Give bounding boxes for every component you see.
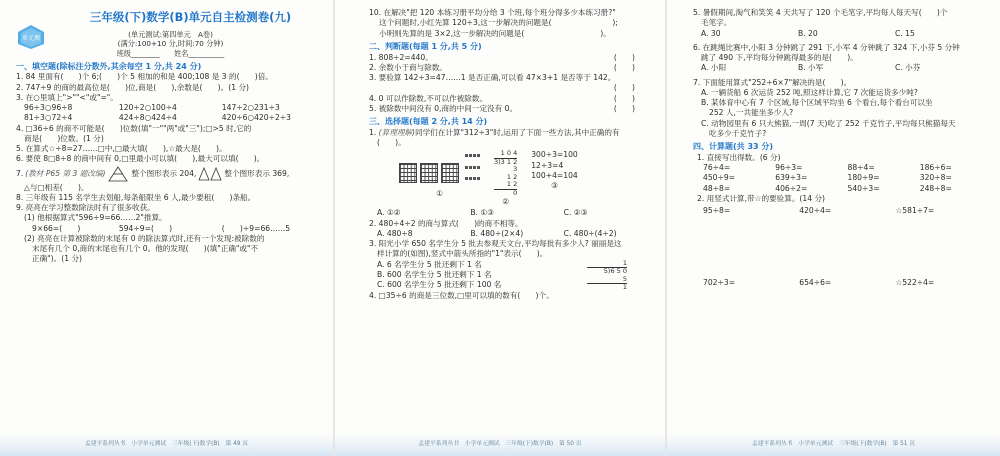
logo-text: 单元测 [21, 35, 41, 42]
question-9: 9. 亮亮在学习整数除法时有了很多收获。 [16, 203, 155, 213]
question-10: 10. 在解决"把 120 本练习册平均分给 3 个班,每个班分得多少本练习册?" [369, 8, 616, 17]
hundred-block-icon [399, 163, 417, 183]
q3-item: 96÷3○96÷8 [24, 103, 73, 113]
page-51 [667, 0, 1000, 456]
hundred-block-icon [420, 163, 438, 183]
triangle-pair-figure-icon [198, 166, 222, 182]
page-footer: 孟建平系列丛书 小学单元测试 三年级(下)数学(B) 第 51 页 [667, 434, 1000, 456]
choice-6-options: A. 小阳 B. 小军 C. 小芬 [701, 63, 921, 73]
page-title: 三年级(下)数学(B)单元自主检测卷(九) [89, 10, 292, 24]
q9-row [16, 224, 325, 234]
q9-item: ( )÷9=66……5 [221, 223, 291, 233]
score-line: (满分:100+10 分,时间:70 分钟) [117, 39, 224, 49]
choice-7-b: B. 某体育中心有 7 个区域,每个区域平均坐 6 个看台,每个看台可以坐 [701, 98, 933, 107]
judge-1: 1. 808÷2=440。 ( ) [369, 52, 635, 62]
question-9-2: (2) 亮亮在计算被除数的末尾有 0 的除法算式时,还有一个发现:被除数的 [24, 233, 265, 243]
calc-2-row-1: 95÷8= 420÷4= ☆581÷7= [703, 206, 935, 216]
question-9-2-end: 正确")。(1 分) [32, 254, 83, 264]
q3-item: 120÷2○100÷4 [118, 103, 177, 113]
method-1-blocks: ① [399, 150, 480, 199]
choice-5-cont: 毛笔字。 [701, 18, 732, 28]
calc-2-row-2: 702÷3= 654÷6= ☆522÷4= [703, 278, 935, 288]
q3-item: 81÷3○72÷4 [24, 113, 73, 123]
calc-2: 2. 用竖式计算,带☆的要验算。(14 分) [697, 193, 826, 203]
question-5: 5. 在算式☆÷8=27……□中,□最大填( ),☆最大是( )。 [16, 144, 227, 154]
triangle-square-figure-icon [107, 166, 129, 182]
units-icon [464, 150, 480, 183]
question-2: 2. 747÷9 的商的最高位是( )位,商是( ),余数是( )。(1 分) [16, 82, 250, 92]
choice-6-cont: 跳了 490 下,平均每分钟跳得最多的是( )。 [701, 53, 858, 62]
question-10-cont: 这个问题时,小红先算 120÷3,这一步解决的问题是( ); [379, 18, 618, 28]
q3-item: 147÷2○231÷3 [221, 103, 280, 113]
page-50 [335, 0, 665, 456]
choice-7-c: C. 动物园里有 6 只大熊猫,一周(7 天)吃了 252 千克竹子,平均每只熊猫每天 [701, 118, 956, 128]
choice-3-vertical-calc: 1 5)6 5 0 5 1 [587, 260, 627, 292]
page-49 [0, 0, 333, 456]
choice-1-methods [369, 150, 657, 208]
choice-7-a: A. 一辆货船 6 次运货 252 吨,照这样计算,它 7 次能运货多少吨? [701, 87, 918, 97]
judge-2: 2. 余数小于商与除数。 ( ) [369, 62, 635, 72]
question-4-cont: 商是( )位数。(1 分) [24, 133, 104, 143]
work-space [693, 216, 992, 278]
choice-7-b-cont: 252 人,一共能坐多少人? [709, 108, 794, 118]
choice-1-options: A. ①② B. ①③ C. ②③ [377, 208, 588, 218]
choice-3-cont: 样计算的(如图),竖式中箭头所指的"1"表示( )。 [377, 249, 548, 259]
method-2-vertical: 1 0 4 3)3 1 2 3 1 2 1 2 0 ② [494, 149, 518, 207]
section-calc-title: 四、计算题(共 33 分) [693, 142, 774, 151]
question-9-1: (1) 他根据算式"596÷9=66……2"推算。 [24, 213, 167, 223]
choice-2: 2. 480÷4÷2 的商与算式( )的商不相等。 [369, 218, 523, 228]
choice-5-options: A. 30 B. 20 C. 15 [701, 28, 915, 38]
choice-5: 5. 暑假期间,淘气和笑笑 4 天共写了 120 个毛笔字,平均每人每天写( )个 [693, 8, 948, 17]
section-judge-title: 二、判断题(每题 1 分,共 5 分) [369, 41, 482, 51]
choice-7-c-cont: 吃多少千克竹子? [709, 128, 767, 138]
section-choice-title: 三、选择题(每题 2 分,共 14 分) [369, 117, 488, 127]
question-6: 6. 要使 8□8÷8 的商中间有 0,□里最小可以填( ),最大可以填( )。 [16, 154, 265, 164]
question-3: 3. 在○里填上">""<"或"="。 [16, 92, 118, 102]
choice-3: 3. 阳光小学 650 名学生分 5 批去参观天文台,平均每批有多少人? 丽丽是这 [369, 239, 622, 249]
choice-1-cont: ( )。 [377, 138, 406, 148]
q3-item: 420÷6○420÷2÷3 [221, 113, 291, 123]
q3-row-2 [16, 113, 325, 123]
class-name-line: 班级________ 姓名__________ [116, 48, 225, 58]
hundred-block-icon [441, 163, 459, 183]
calc-1-row: 450÷9= 639÷3= 180÷9= 320÷8= [703, 173, 952, 183]
q3-row-1 [16, 103, 325, 113]
page-footer: 孟建平系列丛书 小学单元测试 三年级(下)数学(B) 第 49 页 [0, 434, 333, 456]
q7-text: 整个图形表示 204, [131, 168, 197, 178]
question-9-2-cont: 末尾有几个 0,商的末尾也有几个 0。他的发现( )(填"正确"或"不 [32, 244, 259, 254]
q7-tag: (教材 P65 第 3 题改编) [25, 168, 106, 178]
question-1: 1. 84 里面有( )个 6;( )个 5 相加的和是 400;108 是 3 的( )倍。 [16, 72, 273, 82]
choice-2-options: A. 480÷8 B. 480÷(2×4) C. 480÷(4÷2) [377, 228, 617, 238]
page-footer: 孟建平系列丛书 小学单元测试 三年级(下)数学(B) 第 50 页 [335, 434, 665, 456]
q9-item: 9×66=( ) [32, 223, 81, 233]
calc-1-row: 48÷8= 406÷2= 540÷3= 248÷8= [703, 183, 952, 193]
question-4: 4. □36÷6 的商不可能是( )位数(填"一""两"或"三");□>5 时,它的 [16, 123, 252, 133]
method-3-split: 300÷3=100 12÷3=4 100+4=104 ③ [531, 150, 578, 191]
unit-line: (单元测试:第四单元 A卷) [128, 29, 213, 39]
question-10-end: 小明则先算的是 3×2,这一步解决的问题是( )。 [379, 28, 611, 38]
choice-4: 4. □35÷6 的商是三位数,□里可以填的数有( )个。 [369, 291, 554, 301]
q3-item: 424÷8○424÷4 [118, 113, 177, 123]
judge-4: 4. 0 可以作除数,不可以作被除数。 ( ) [369, 93, 635, 103]
question-8: 8. 三年级有 115 名学生去划船,每条船限坐 6 人,最少要租( )条船。 [16, 192, 256, 202]
judge-5: 5. 被除数中间没有 0,商的中间一定没有 0。 ( ) [369, 103, 635, 113]
choice-3-body: A. 6 名学生分 5 批还剩下 1 名 B. 600 名学生分 5 批还剩下 1 名 C. 600 名学生分 5 批还剩下 100 名 1 5)6 5 0 5 1 [377, 258, 627, 291]
question-7: 7. (教材 P65 第 3 题改编) 整个图形表示 204, 整个图形表示 369, [16, 165, 325, 183]
question-7-cont: △与□相差( )。 [24, 182, 89, 192]
section-fill-in-title: 一、填空题(除标注分数外,其余每空 1 分,共 24 分) [16, 61, 202, 71]
calc-1: 1. 直接写出得数。(6 分) [697, 152, 781, 162]
q9-item: 594÷9=( ) [118, 223, 173, 233]
q7-text-end: 整个图形表示 369, [224, 168, 290, 178]
calc-1-row: 76÷4= 96÷3= 88÷4= 186÷6= [703, 163, 952, 173]
choice-1: 1. (算理理解)同学们在计算"312÷3"时,运用了下面一些方法,其中正确的有 [369, 127, 620, 137]
choice-7: 7. 下面能用算式"252÷6×7"解决的是( )。 [693, 77, 852, 87]
judge-3: 3. 要验算 142÷3=47……1 是否正确,可以看 47×3+1 是否等于 142。 ( ) [369, 73, 635, 93]
choice-6: 6. 在跳绳比赛中,小阳 3 分钟跳了 291 下,小军 4 分钟跳了 324 下,小芬 5 分钟 [693, 42, 960, 52]
